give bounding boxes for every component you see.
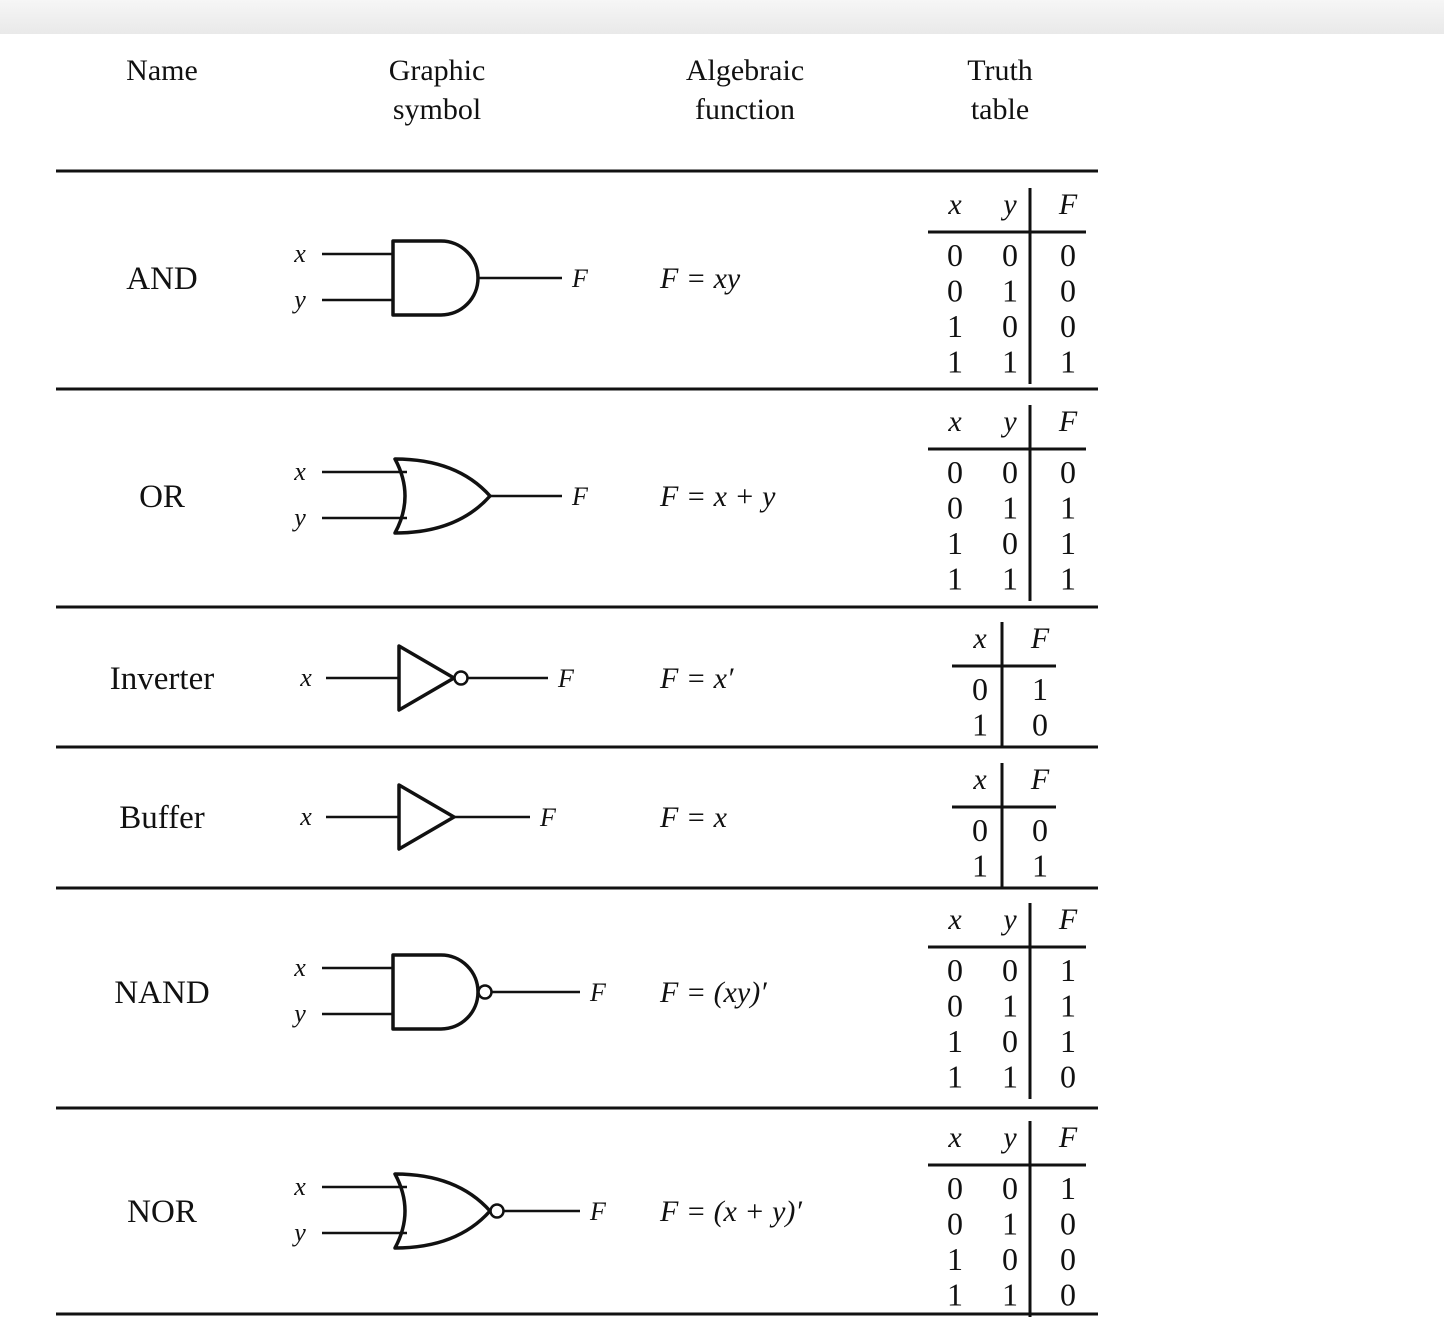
input-label-y: y bbox=[294, 285, 306, 314]
buffer-gate-symbol bbox=[326, 646, 548, 710]
truth-cell: 1 bbox=[1060, 1023, 1076, 1059]
truth-cell: 0 bbox=[1060, 237, 1076, 273]
algebraic-function: F = xy bbox=[660, 262, 741, 295]
truth-cell: 1 bbox=[1060, 525, 1076, 561]
truth-cell: 0 bbox=[947, 237, 963, 273]
truth-cell: 1 bbox=[947, 525, 963, 561]
gate-name: NAND bbox=[114, 975, 210, 1011]
output-label-f: F bbox=[590, 1197, 606, 1226]
output-label-f: F bbox=[540, 803, 556, 832]
header-truth-line1: Truth bbox=[967, 54, 1033, 87]
truth-header: F bbox=[1058, 903, 1078, 936]
and-gate-symbol bbox=[322, 955, 580, 1029]
truth-header: F bbox=[1030, 622, 1050, 655]
gate-row bbox=[110, 622, 1056, 747]
truth-cell: 1 bbox=[947, 343, 963, 380]
truth-cell: 1 bbox=[1002, 560, 1018, 597]
truth-cell: 0 bbox=[1002, 237, 1018, 273]
truth-cell: 0 bbox=[1002, 525, 1018, 561]
truth-cell: 1 bbox=[947, 560, 963, 597]
truth-cell: 1 bbox=[1002, 272, 1018, 309]
gate-name: Inverter bbox=[109, 661, 215, 697]
truth-cell: 0 bbox=[1032, 706, 1048, 743]
gate-row bbox=[126, 188, 1086, 384]
truth-cell: 0 bbox=[947, 272, 963, 309]
gate-rows bbox=[110, 188, 1086, 1317]
truth-table bbox=[928, 188, 1086, 384]
truth-header: x bbox=[948, 903, 962, 936]
gate-row bbox=[139, 405, 1086, 601]
gate-name: OR bbox=[139, 479, 185, 515]
header-row bbox=[126, 54, 1033, 126]
truth-table bbox=[928, 405, 1086, 601]
truth-cell: 0 bbox=[947, 987, 963, 1024]
truth-header: x bbox=[973, 622, 987, 655]
inversion-bubble bbox=[455, 672, 468, 685]
input-label-x: x bbox=[300, 802, 312, 831]
input-label-x: x bbox=[294, 1172, 306, 1201]
truth-header: F bbox=[1030, 763, 1050, 796]
input-label-y: y bbox=[294, 503, 306, 532]
truth-cell: 0 bbox=[1002, 952, 1018, 988]
gate-row bbox=[127, 1121, 1086, 1317]
header-truth-line2: table bbox=[970, 93, 1030, 126]
inversion-bubble bbox=[479, 986, 492, 999]
truth-cell: 1 bbox=[947, 1058, 963, 1095]
truth-cell: 0 bbox=[1060, 308, 1076, 344]
truth-cell: 1 bbox=[1002, 489, 1018, 526]
algebraic-function: F = x′ bbox=[660, 662, 734, 695]
row-dividers bbox=[56, 171, 1098, 1314]
truth-cell: 1 bbox=[1060, 987, 1076, 1024]
truth-cell: 0 bbox=[1032, 812, 1048, 848]
truth-header: y bbox=[1003, 188, 1017, 221]
truth-cell: 0 bbox=[947, 1205, 963, 1242]
truth-cell: 0 bbox=[1002, 1170, 1018, 1206]
truth-cell: 0 bbox=[972, 812, 988, 848]
truth-cell: 1 bbox=[1002, 987, 1018, 1024]
truth-cell: 0 bbox=[947, 952, 963, 988]
truth-cell: 1 bbox=[1032, 671, 1048, 707]
truth-cell: 1 bbox=[1060, 952, 1076, 988]
truth-cell: 0 bbox=[1060, 1058, 1076, 1095]
truth-table bbox=[928, 903, 1086, 1099]
truth-cell: 1 bbox=[947, 1241, 963, 1277]
header-symbol-line1: Graphic bbox=[388, 54, 486, 87]
input-label-x: x bbox=[300, 663, 312, 692]
truth-table bbox=[928, 1121, 1086, 1317]
output-label-f: F bbox=[558, 664, 574, 693]
truth-cell: 0 bbox=[1060, 1276, 1076, 1313]
and-gate-symbol bbox=[322, 241, 562, 315]
truth-cell: 0 bbox=[1060, 1205, 1076, 1242]
output-label-f: F bbox=[572, 264, 588, 293]
truth-header: x bbox=[973, 763, 987, 796]
output-label-f: F bbox=[590, 978, 606, 1007]
gate-name: Buffer bbox=[119, 800, 205, 836]
input-label-x: x bbox=[294, 953, 306, 982]
truth-cell: 0 bbox=[1060, 272, 1076, 309]
truth-header: x bbox=[948, 188, 962, 221]
truth-header: x bbox=[948, 405, 962, 438]
truth-header: y bbox=[1003, 1121, 1017, 1154]
input-label-x: x bbox=[294, 457, 306, 486]
truth-cell: 0 bbox=[1002, 454, 1018, 490]
truth-cell: 0 bbox=[947, 489, 963, 526]
gate-row bbox=[114, 903, 1086, 1099]
truth-cell: 0 bbox=[1002, 1241, 1018, 1277]
truth-cell: 1 bbox=[1002, 1058, 1018, 1095]
truth-cell: 1 bbox=[947, 1023, 963, 1059]
truth-cell: 0 bbox=[1002, 308, 1018, 344]
header-name: Name bbox=[126, 54, 198, 87]
input-label-y: y bbox=[294, 999, 306, 1028]
truth-header: y bbox=[1003, 903, 1017, 936]
truth-cell: 0 bbox=[947, 1170, 963, 1206]
gate-row bbox=[119, 763, 1056, 888]
truth-header: F bbox=[1058, 1121, 1078, 1154]
truth-cell: 1 bbox=[947, 308, 963, 344]
truth-cell: 0 bbox=[1060, 1241, 1076, 1277]
truth-cell: 0 bbox=[1060, 454, 1076, 490]
truth-cell: 1 bbox=[1002, 343, 1018, 380]
truth-cell: 1 bbox=[1060, 343, 1076, 380]
gate-name: NOR bbox=[127, 1194, 197, 1230]
or-gate-symbol bbox=[322, 1174, 580, 1248]
truth-header: x bbox=[948, 1121, 962, 1154]
header-symbol-line2: symbol bbox=[392, 93, 482, 126]
buffer-gate-symbol bbox=[326, 785, 530, 849]
truth-cell: 1 bbox=[947, 1276, 963, 1313]
truth-cell: 1 bbox=[1060, 560, 1076, 597]
truth-header: y bbox=[1003, 405, 1017, 438]
or-gate-symbol bbox=[322, 459, 562, 533]
truth-cell: 0 bbox=[1002, 1023, 1018, 1059]
truth-cell: 1 bbox=[1002, 1205, 1018, 1242]
truth-table bbox=[952, 763, 1056, 888]
truth-cell: 1 bbox=[1032, 847, 1048, 884]
truth-cell: 1 bbox=[1002, 1276, 1018, 1313]
header-function-line1: Algebraic bbox=[685, 54, 805, 87]
truth-cell: 0 bbox=[947, 454, 963, 490]
algebraic-function: F = x + y bbox=[660, 480, 776, 513]
truth-header: F bbox=[1058, 405, 1078, 438]
algebraic-function: F = (x + y)′ bbox=[660, 1195, 802, 1228]
truth-cell: 1 bbox=[972, 847, 988, 884]
algebraic-function: F = x bbox=[660, 801, 727, 834]
input-label-y: y bbox=[294, 1218, 306, 1247]
header-function-line2: function bbox=[695, 93, 795, 126]
input-label-x: x bbox=[294, 239, 306, 268]
truth-cell: 1 bbox=[972, 706, 988, 743]
truth-cell: 1 bbox=[1060, 1170, 1076, 1206]
truth-cell: 1 bbox=[1060, 489, 1076, 526]
algebraic-function: F = (xy)′ bbox=[660, 976, 767, 1009]
output-label-f: F bbox=[572, 482, 588, 511]
gate-name: AND bbox=[126, 261, 198, 297]
inversion-bubble bbox=[491, 1205, 504, 1218]
truth-header: F bbox=[1058, 188, 1078, 221]
truth-table bbox=[952, 622, 1056, 747]
truth-cell: 0 bbox=[972, 671, 988, 707]
